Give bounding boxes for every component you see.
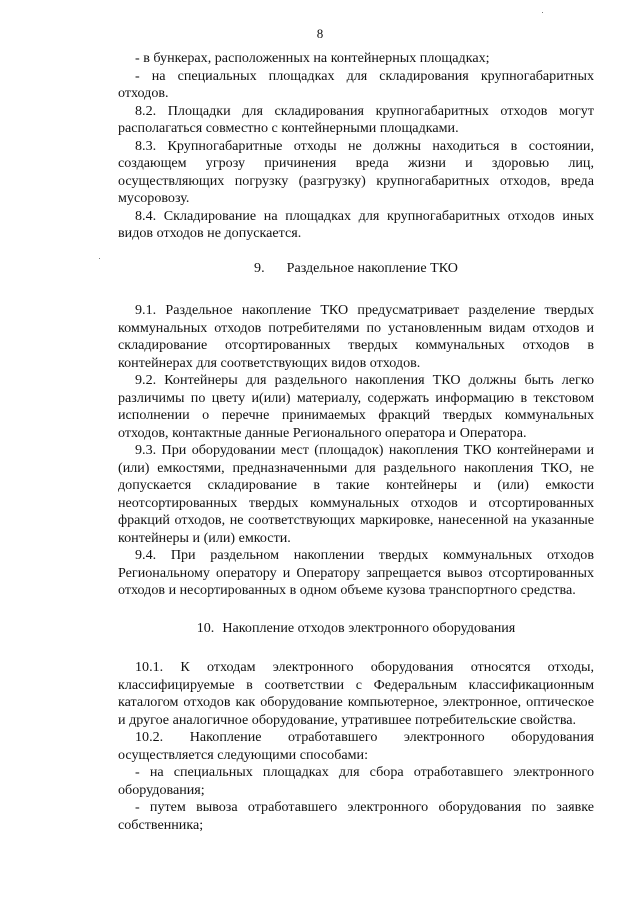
paragraph-9-2: 9.2. Контейнеры для раздельного накопления ТКО должны быть легко различимы по цвету и(или) материалу, содержать информацию в текстовом исполнении о перечне принимаемых фракций твердых коммунальных отходов, контактные данные Регионального оператора и Оператора. xyxy=(118,372,594,441)
paragraph-8-3: 8.3. Крупногабаритные отходы не должны находиться в состоянии, создающем угрозу причинения вреда жизни и здоровью лиц, осуществляющих погрузку (разгрузку) крупногабаритных отходов, вреда мусоровозу. xyxy=(118,137,594,206)
section-9-heading xyxy=(118,260,594,278)
paragraph-9-3: 9.3. При оборудовании мест (площадок) накопления ТКО контейнерами и (или) емкостями, предназначенными для раздельного накопления ТКО, не допускается складирование в такие контейнеры и (или) емкости неотсортированных твердых коммунальных отходов и отсортированных фракций отходов, не соответствующих маркировке, нанесенной на указанные контейнеры и (или) емкости. xyxy=(118,442,594,546)
page-number: 8 xyxy=(316,26,324,41)
section-9-number: 9. xyxy=(254,259,265,276)
paragraph-9-1: 9.1. Раздельное накопление ТКО предусматривает разделение твердых коммунальных отходов потребителями по установленным видам отходов и складирование отсортированных твердых коммунальных отходов в контейнерах для соответствующих видов отходов. xyxy=(118,302,594,371)
paragraph-8-4: 8.4. Складирование на площадках для крупногабаритных отходов иных видов отходов не допускается. xyxy=(118,207,594,241)
section-9-title: Раздельное накопление ТКО xyxy=(286,259,458,276)
section-10-heading xyxy=(118,620,594,638)
section-10-number: 10. xyxy=(196,619,215,636)
paragraph-8-2: 8.2. Площадки для складирования крупногабаритных отходов могут располагаться совместно с контейнерными площадками. xyxy=(118,102,594,136)
document-body xyxy=(118,50,594,834)
list-item-ee-sites: - на специальных площадках для сбора отработавшего электронного оборудования; xyxy=(118,764,594,798)
list-item-bunkers: - в бункерах, расположенных на контейнерных площадках; xyxy=(135,50,490,66)
scan-speck xyxy=(99,258,100,259)
paragraph-10-2: 10.2. Накопление отработавшего электронного оборудования осуществляется следующими способами: xyxy=(118,729,594,763)
section-10-title: Накопление отходов электронного оборудования xyxy=(222,619,516,636)
paragraph-9-4: 9.4. При раздельном накоплении твердых коммунальных отходов Региональному оператору и Оператору запрещается вывоз отсортированных отходов и несортированных в одном объеме кузова транспортного средства. xyxy=(118,547,594,598)
list-item-special-sites: - на специальных площадках для складирования крупногабаритных отходов. xyxy=(118,67,594,101)
list-item-ee-removal: - путем вывоза отработавшего электронного оборудования по заявке собственника; xyxy=(118,799,594,833)
paragraph-10-1: 10.1. К отходам электронного оборудования относятся отходы, классифицируемые в соответствии с Федеральным классификационным каталогом отходов как оборудование компьютерное, электронное, оптическое и другое аналогичное оборудование, утратившее потребительские свойства. xyxy=(118,659,594,728)
scan-speck xyxy=(542,12,543,13)
